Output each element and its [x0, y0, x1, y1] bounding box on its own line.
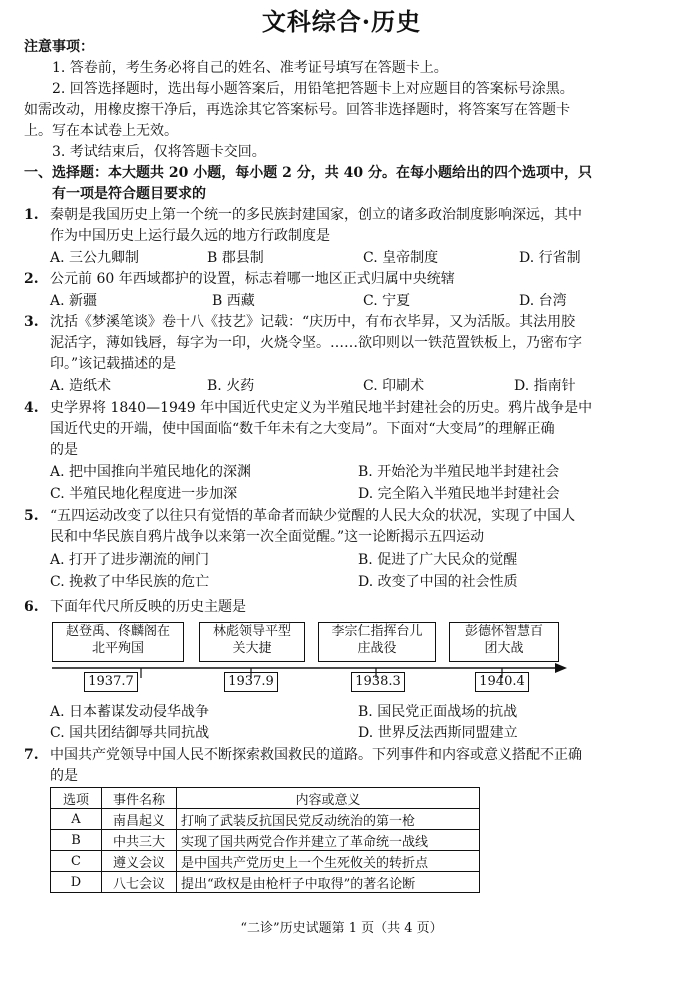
page-title: 文科综合·历史 [261, 7, 422, 36]
option-a: A. 打开了进步潮流的闸门 [50, 552, 210, 568]
timeline-date: 1938.3 [351, 672, 405, 692]
table-header: 选项 [51, 788, 102, 809]
option-d: D. 台湾 [519, 293, 567, 309]
option-b: B 郡县制 [207, 250, 264, 266]
question-text: 的是 [50, 442, 78, 458]
option-c: C. 挽救了中华民族的危亡 [50, 574, 210, 590]
option-d: D. 世界反法西斯同盟建立 [358, 725, 518, 741]
note-2: 2. 回答选择题时，选出每小题答案后，用铅笔把答题卡上对应题目的答案标号涂黑。 [52, 81, 574, 97]
option-a: A. 新疆 [50, 293, 98, 309]
question-text: 公元前 60 年西域都护的设置，标志着哪一地区正式归属中央统辖 [50, 271, 455, 287]
table-row: B 中共三大 实现了国共两党合作并建立了革命统一战线 [51, 830, 480, 851]
notes-heading: 注意事项： [24, 39, 94, 55]
timeline-event: 李宗仁指挥台儿 庄战役 [318, 622, 436, 662]
option-c: C. 宁夏 [363, 293, 411, 309]
events-table [50, 787, 480, 893]
timeline-event: 林彪领导平型 关大捷 [199, 622, 305, 662]
option-b: B 西藏 [212, 293, 255, 309]
question-number: 7. [24, 747, 39, 763]
option-b: B. 促进了广大民众的觉醒 [358, 552, 518, 568]
table-row: C 遵义会议 是中国共产党历史上一个生死攸关的转折点 [51, 851, 480, 872]
option-a: A. 日本蓄谋发动侵华战争 [50, 704, 210, 720]
section-heading-cont: 有一项是符合题目要求的 [52, 186, 206, 202]
question-text: 史学界将 1840—1949 年中国近代史定义为半殖民地半封建社会的历史。鸦片战争是中 [50, 400, 593, 416]
question-number: 3. [24, 314, 39, 330]
question-text: 印。”该记载描述的是 [50, 356, 177, 372]
option-b: B. 开始沦为半殖民地半封建社会 [358, 464, 560, 480]
question-text: “五四运动改变了以往只有觉悟的革命者而缺少觉醒的人民大众的状况，实现了中国人 [50, 508, 576, 524]
question-number: 1. [24, 207, 39, 223]
timeline-date: 1937.9 [224, 672, 278, 692]
question-number: 6. [24, 599, 39, 615]
question-text: 民和中华民族自鸦片战争以来第一次全面觉醒。”这一论断揭示五四运动 [50, 529, 485, 545]
page-footer: “二诊”历史试题第 1 页（共 4 页） [240, 921, 443, 936]
option-c: C. 皇帝制度 [363, 250, 439, 266]
question-text: 作为中国历史上运行最久远的地方行政制度是 [50, 228, 330, 244]
note-2-end: 上。写在本试卷上无效。 [24, 123, 178, 139]
section-heading: 一、选择题：本大题共 20 小题，每小题 2 分，共 40 分。在每小题给出的四个选项中，只 [24, 165, 592, 181]
option-d: D. 完全陷入半殖民地半封建社会 [358, 486, 560, 502]
table-header: 内容或意义 [177, 788, 480, 809]
table-header-row [51, 788, 480, 809]
timeline-event: 彭德怀智慧百 团大战 [449, 622, 559, 662]
note-1: 1. 答卷前，考生务必将自己的姓名、准考证号填写在答题卡上。 [52, 60, 448, 76]
option-d: D. 指南针 [514, 378, 576, 394]
option-a: A. 把中国推向半殖民地化的深渊 [50, 464, 252, 480]
option-c: C. 半殖民地化程度进一步加深 [50, 486, 238, 502]
note-3: 3. 考试结束后，仅将答题卡交回。 [52, 144, 266, 160]
option-c: C. 印刷术 [363, 378, 425, 394]
timeline-event: 赵登禹、佟麟阁在 北平殉国 [52, 622, 184, 662]
option-b: B. 火药 [207, 378, 255, 394]
question-text: 下面年代尺所反映的历史主题是 [50, 599, 246, 615]
table-row: A 南昌起义 打响了武装反抗国民党反动统治的第一枪 [51, 809, 480, 830]
question-text: 国近代史的开端，使中国面临“数千年未有之大变局”。下面对“大变局”的理解正确 [50, 421, 555, 437]
question-number: 5. [24, 508, 39, 524]
question-text: 秦朝是我国历史上第一个统一的多民族封建国家，创立的诸多政治制度影响深远，其中 [50, 207, 582, 223]
question-text: 泥活字，薄如钱唇，每字为一印，火烧令坚。……欲印则以一铁范置铁板上，乃密布字 [50, 335, 582, 351]
note-2-cont: 如需改动，用橡皮擦干净后，再选涂其它答案标号。回答非选择题时，将答案写在答题卡 [24, 102, 570, 118]
option-a: A. 造纸术 [50, 378, 112, 394]
question-number: 2. [24, 271, 39, 287]
table-header: 事件名称 [102, 788, 177, 809]
timeline-date: 1937.7 [84, 672, 138, 692]
timeline-date: 1940.4 [475, 672, 529, 692]
option-d: D. 行省制 [519, 250, 581, 266]
question-text: 中国共产党领导中国人民不断探索救国救民的道路。下列事件和内容或意义搭配不正确 [50, 747, 582, 763]
question-text: 沈括《梦溪笔谈》卷十八《技艺》记载：“庆历中，有布衣毕昇，又为活版。其法用胶 [50, 314, 576, 330]
option-c: C. 国共团结御辱共同抗战 [50, 725, 210, 741]
option-a: A. 三公九卿制 [50, 250, 140, 266]
table-row: D 八七会议 提出“政权是由枪杆子中取得”的著名论断 [51, 872, 480, 893]
option-b: B. 国民党正面战场的抗战 [358, 704, 518, 720]
question-text: 的是 [50, 768, 78, 784]
question-number: 4. [24, 400, 39, 416]
option-d: D. 改变了中国的社会性质 [358, 574, 518, 590]
